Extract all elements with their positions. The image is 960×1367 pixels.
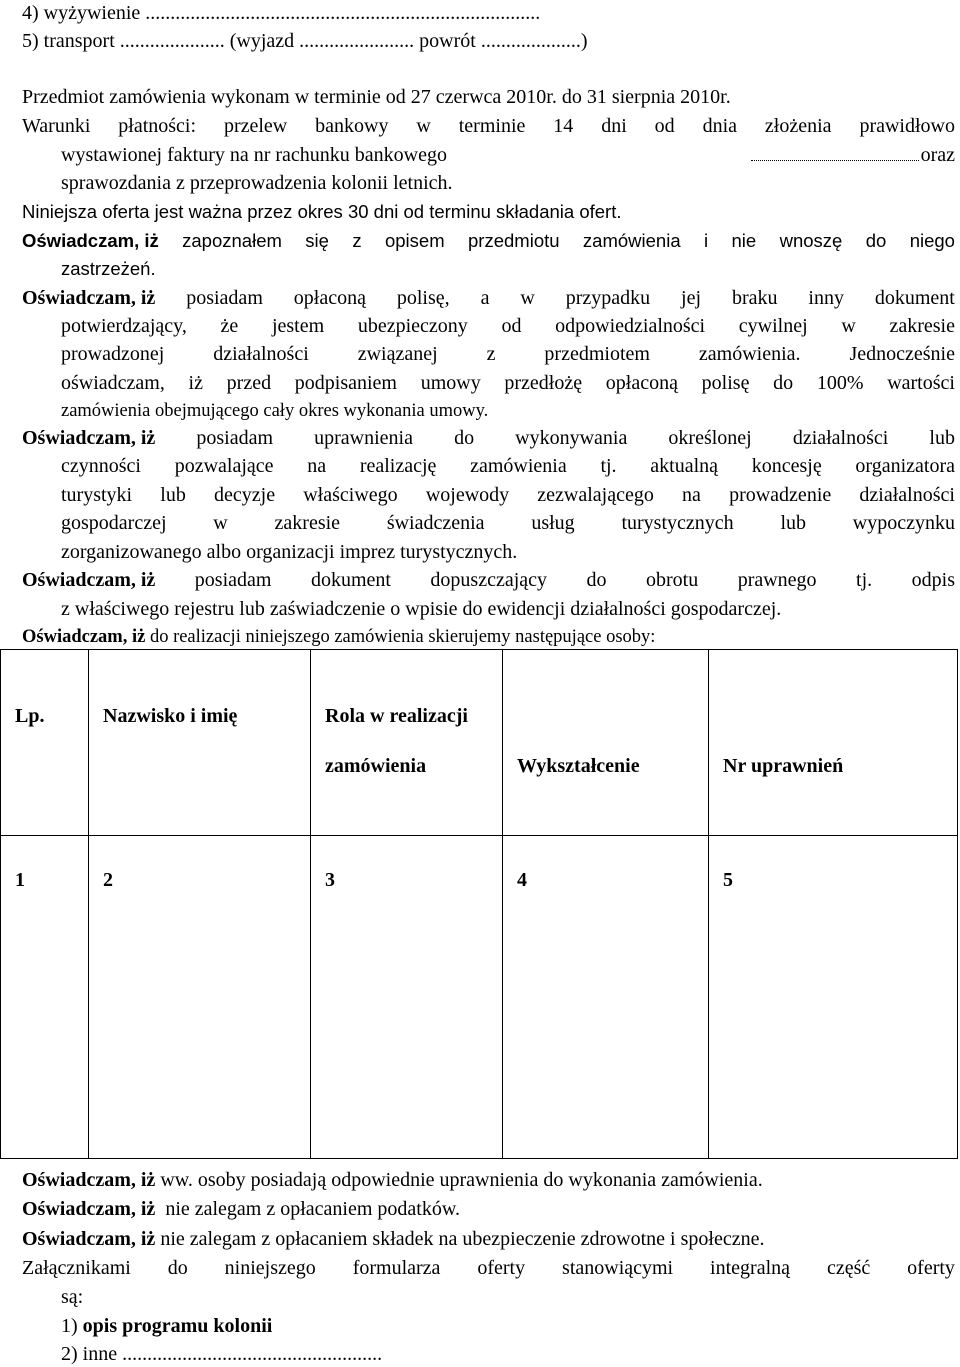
attachments-intro [22,1255,955,1281]
word: turystyki [61,484,133,506]
word: dopuszczający [430,569,548,591]
body-cell-2 [89,836,311,1159]
declaration-insurance-line2 [61,313,955,339]
declaration-lead: Oświadczam, iż [22,1228,156,1250]
word: Jednocześnie [849,343,955,365]
word: od [654,115,675,137]
persons-table [0,649,958,1159]
word: przedłożę [504,372,583,394]
word: lub [929,427,955,449]
word: i [704,230,709,251]
word: dokument [310,569,391,591]
declaration-lead: Oświadczam, iż [22,427,156,449]
word: integralną [710,1257,791,1279]
header-cell-education [503,650,709,836]
word: w [841,315,856,337]
table-header-row [1,650,958,836]
word: braku [731,287,778,309]
word: złożenia [764,115,832,137]
word: aktualną [650,455,719,477]
declaration-taxes-text: nie zalegam z opłacaniem podatków. [155,1198,460,1220]
declaration-register-line2: z właściwego rejestru lub zaświadczenie o wpisie do ewidencji działalności gospodarczej. [61,598,782,620]
word: formularza [352,1257,441,1279]
word: dnia [702,115,738,137]
payment-terms-line2 [61,142,955,168]
word: 100% [816,372,864,394]
word: obrotu [646,569,699,591]
header-role-line2: zamówienia [325,755,427,777]
list-item-transport: 5) transport ..................... (wyjazd ....................... powrót ....................) [22,30,588,52]
declaration-social-insurance-text: nie zalegam z opłacaniem składek na ubezpieczenie zdrowotne i społeczne. [155,1228,765,1250]
attachment-item-1 [61,1313,272,1339]
declaration-lead: Oświadczam, iż [22,627,146,647]
word: działalności [859,484,955,506]
word: do [454,427,475,449]
payment-terms-line3: sprawozdania z przeprowadzenia kolonii letnich. [61,172,453,194]
declaration-qualifications-text: ww. osoby posiadają odpowiednie uprawnienia do wykonania zamówienia. [155,1169,763,1191]
word: świadczenia [386,512,485,534]
header-name: Nazwisko i imię [103,705,238,727]
word: dni [601,115,627,137]
attachment-item-2: 2) inne .................................................... [61,1343,383,1365]
declaration-insurance-line5: zamówienia obejmującego cały okres wykonania umowy. [61,401,489,421]
declaration-lead: Oświadczam, iż [22,569,156,591]
declaration-lead: Oświadczam, iż [22,1198,156,1220]
declaration-read-description [22,228,955,254]
word: organizatora [855,455,955,477]
body-cell-3 [311,836,503,1159]
declaration-licence-line5: zorganizowanego albo organizacji imprez turystycznych. [61,541,518,563]
word: zapoznałem [182,230,282,251]
word: odpis [911,569,955,591]
column-number-1: 1 [15,869,25,891]
word: ubezpieczony [357,315,468,337]
word: uprawnienia [314,427,413,449]
word: polisę [701,372,750,394]
declaration-lead: Oświadczam, iż [22,287,156,309]
word: zamówienia [470,455,567,477]
word: pozwalające [174,455,274,477]
word: od [501,315,522,337]
body-cell-5 [709,836,958,1159]
word: zakresie [274,512,341,534]
column-number-5: 5 [723,869,733,891]
word: płatności: [118,115,197,137]
word: zezwalającego [537,484,654,506]
word: usług [531,512,575,534]
word: do [167,1257,188,1279]
word: do [773,372,794,394]
word: opisem [384,230,445,251]
word: się [305,230,329,251]
word: prowadzenie [729,484,832,506]
word: przedmiotem [544,343,650,365]
body-cell-4 [503,836,709,1159]
word: w [520,287,535,309]
word: realizację [359,455,437,477]
completion-term: Przedmiot zamówienia wykonam w terminie od 27 czerwca 2010r. do 31 sierpnia 2010r. [22,86,731,108]
list-item-food: 4) wyżywienie ............................................................................... [22,2,541,24]
word: oferty [907,1257,955,1279]
word: zamówienia [582,230,681,251]
word: związanej [357,343,438,365]
word: niniejszego [224,1257,316,1279]
word: opłaconą [605,372,678,394]
attachment-title: opis programu kolonii [82,1315,273,1337]
word: właściwego [303,484,398,506]
declaration-licence-line2 [61,453,955,479]
word: koncesję [751,455,822,477]
word: w [416,115,431,137]
declaration-insurance-line4 [61,370,955,396]
word: z [352,230,362,251]
word: 14 [553,115,574,137]
word: inny [808,287,844,309]
word: potwierdzający, [61,315,187,337]
word: zakresie [889,315,955,337]
word: jestem [271,315,325,337]
declaration-taxes [22,1196,460,1222]
word: terminie [458,115,526,137]
declaration-persons-text: do realizacji niniejszego zamówienia skierujemy następujące osoby: [145,627,656,647]
word: opłaconą [293,287,366,309]
column-number-2: 2 [103,869,113,891]
word: działalności [213,343,309,365]
header-cell-name [89,650,311,836]
word: oferty [477,1257,526,1279]
declaration-licence-line4 [61,510,955,536]
word: bankowy [315,115,389,137]
word: iż [188,372,203,394]
word: prawidłowo [859,115,955,137]
attachment-number: 1) [61,1315,78,1337]
word: cywilnej [738,315,808,337]
word: Załącznikami [22,1257,131,1279]
header-education: Wykształcenie [517,755,640,777]
body-cell-1 [1,836,89,1159]
word: część [826,1257,871,1279]
word: turystycznych [621,512,734,534]
declaration-qualifications [22,1167,763,1193]
word: określonej [668,427,752,449]
header-cell-role [311,650,503,836]
word: dokument [874,287,955,309]
declaration-lead: Oświadczam, iż [22,1169,156,1191]
word: nie [731,230,757,251]
declaration-register-line1 [22,567,955,593]
declaration-insurance-line1 [22,285,955,311]
word: na [682,484,701,506]
word: Warunki [22,115,91,137]
word: wnoszę [779,230,843,251]
word: działalności [792,427,889,449]
word: wojewody [425,484,510,506]
declaration-licence-line1 [22,425,955,451]
word: przedmiotu [468,230,560,251]
declaration-licence-line3 [61,482,955,508]
word: polisę, [396,287,450,309]
declaration-read-description-cont: zastrzeżeń. [61,258,156,279]
word: odpowiedzialności [555,315,706,337]
word: umowy [420,372,481,394]
word: lub [780,512,806,534]
declaration-insurance-line3 [61,341,955,367]
word: podpisaniem [294,372,397,394]
payment-terms-line1 [22,113,955,139]
column-number-3: 3 [325,869,335,891]
header-lp: Lp. [15,705,45,727]
column-number-4: 4 [517,869,527,891]
word: w [213,512,228,534]
word: prawnego [737,569,817,591]
word: do [586,569,607,591]
word: zamówienia. [698,343,801,365]
word: z [486,343,496,365]
word: wypoczynku [852,512,955,534]
word: czynności [61,455,141,477]
word: przypadku [565,287,651,309]
word: na [307,455,327,477]
word: a [480,287,490,309]
word: decyzje [214,484,276,506]
table-body-row [1,836,958,1159]
word: posiadam [196,427,274,449]
word: lub [160,484,186,506]
declaration-lead: Oświadczam, iż [22,230,159,251]
word: że [220,315,239,337]
word: stanowiącymi [562,1257,674,1279]
word: przelew [223,115,288,137]
word: wartości [887,372,955,394]
account-number-blank: oraz [751,142,955,168]
word: oświadczam, [61,372,165,394]
header-role-line1: Rola w realizacji [325,705,468,727]
word: wykonywania [515,427,628,449]
word: prowadzonej [61,343,165,365]
word: posiadam [186,287,263,309]
word: tj. [856,569,873,591]
payment-terms-text: wystawionej faktury na nr rachunku bankowego [61,144,447,166]
word: przed [226,372,272,394]
word: posiadam [194,569,272,591]
header-license: Nr uprawnień [723,755,844,777]
header-cell-lp [1,650,89,836]
word: jej [681,287,702,309]
word: do [865,230,887,251]
word: tj. [600,455,617,477]
declaration-persons [22,624,655,650]
offer-validity: Niniejsza oferta jest ważna przez okres 30 dni od terminu składania ofert. [22,201,622,222]
word: niego [909,230,955,251]
word: gospodarczej [61,512,167,534]
attachments-intro-cont: są: [61,1286,84,1308]
declaration-social-insurance [22,1226,764,1252]
header-cell-license [709,650,958,836]
